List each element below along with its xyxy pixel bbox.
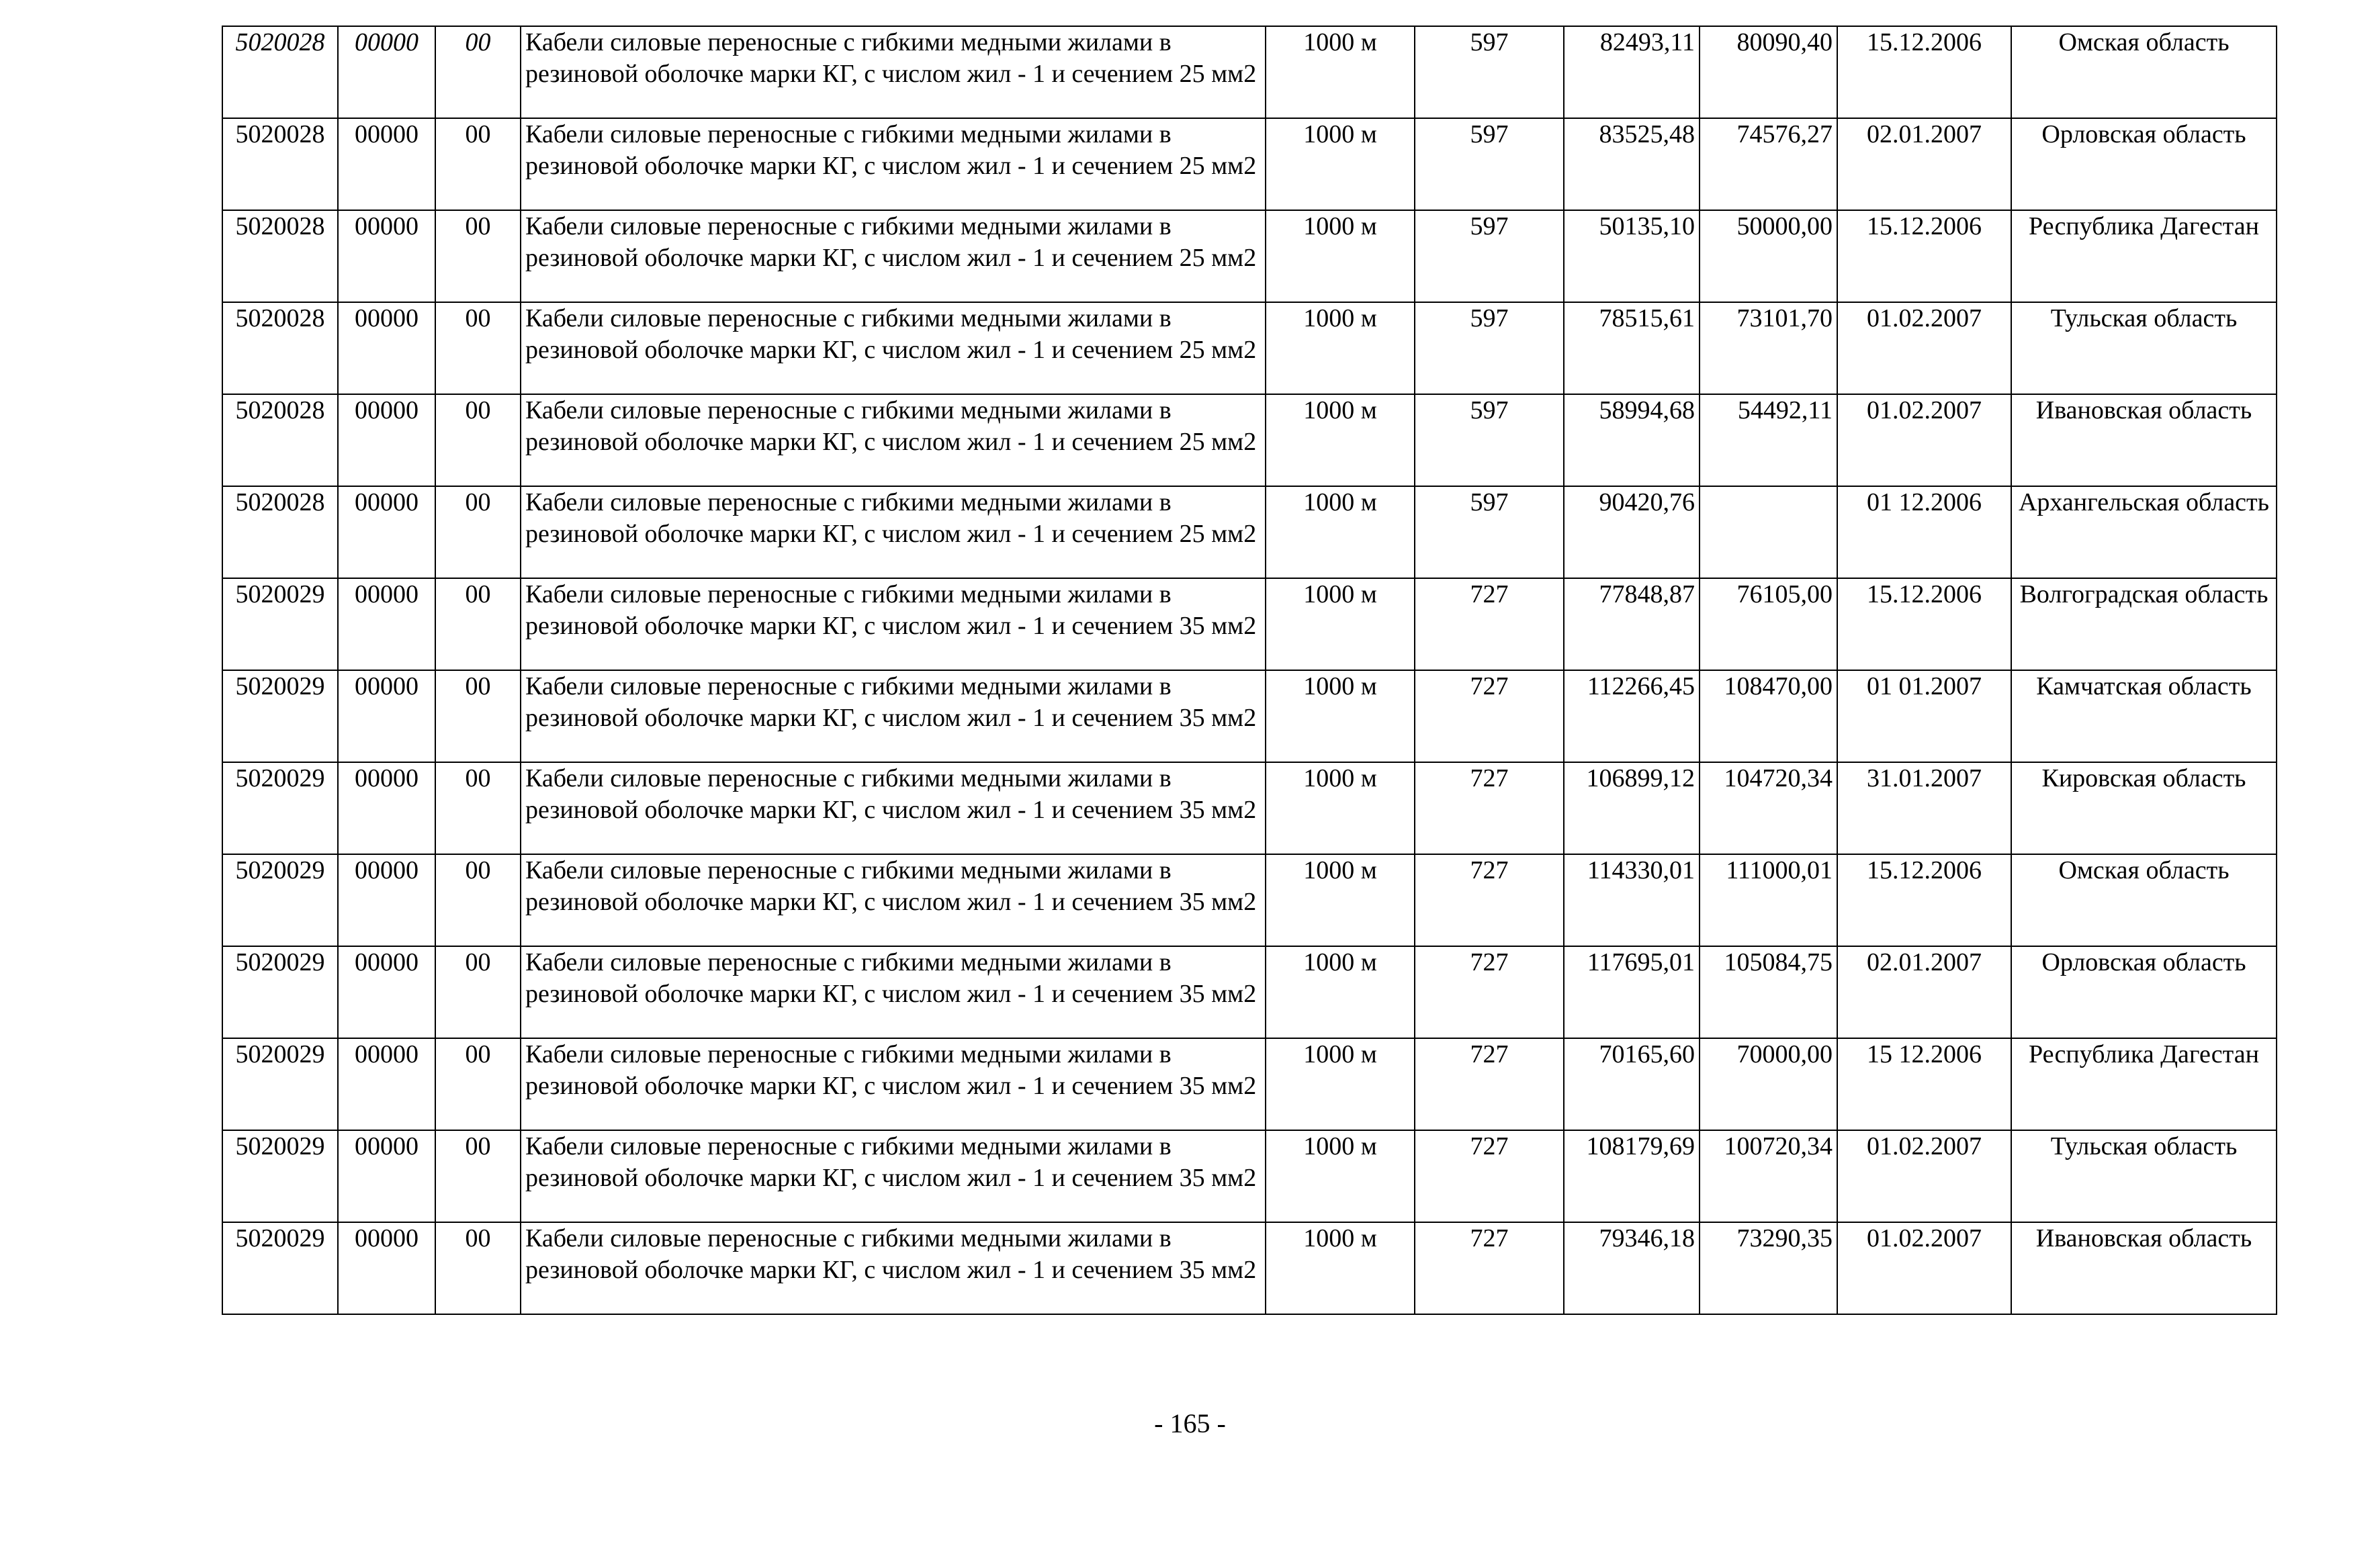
cell-price-with-vat: 108179,69 (1564, 1130, 1700, 1222)
cell-date: 15.12.2006 (1837, 26, 2011, 118)
cell-unit: 1000 м (1266, 26, 1415, 118)
page-number: - 165 - (1154, 1408, 1226, 1438)
cell-okei-code: 727 (1415, 1130, 1564, 1222)
cell-region: Республика Дагестан (2011, 210, 2277, 302)
cell-region: Тульская область (2011, 302, 2277, 394)
cell-price-with-vat: 70165,60 (1564, 1038, 1700, 1130)
cell-extension: 00 (435, 210, 521, 302)
cell-unit: 1000 м (1266, 210, 1415, 302)
cell-product-name: Кабели силовые переносные с гибкими медными жилами в резиновой оболочке марки КГ, с числом жил - 1 и сечением 35 мм2 (521, 946, 1266, 1038)
cell-product-name: Кабели силовые переносные с гибкими медными жилами в резиновой оболочке марки КГ, с числом жил - 1 и сечением 25 мм2 (521, 302, 1266, 394)
cell-price-with-vat: 78515,61 (1564, 302, 1700, 394)
cell-subcode: 00000 (338, 670, 435, 762)
cell-extension: 00 (435, 118, 521, 210)
cell-date: 02.01.2007 (1837, 946, 2011, 1038)
cell-region: Архангельская область (2011, 486, 2277, 578)
cell-subcode: 00000 (338, 26, 435, 118)
cell-region: Ивановская область (2011, 1222, 2277, 1314)
cell-unit: 1000 м (1266, 854, 1415, 946)
cell-okei-code: 727 (1415, 1222, 1564, 1314)
cell-date: 31.01.2007 (1837, 762, 2011, 854)
table-body (222, 26, 2277, 1314)
cell-price-with-vat: 112266,45 (1564, 670, 1700, 762)
cell-extension: 00 (435, 1038, 521, 1130)
cell-unit: 1000 м (1266, 1222, 1415, 1314)
table-row (222, 118, 2277, 210)
cell-okei-code: 597 (1415, 26, 1564, 118)
cell-date: 02.01.2007 (1837, 118, 2011, 210)
cell-code: 5020029 (222, 854, 338, 946)
table-row (222, 26, 2277, 118)
table-row (222, 1038, 2277, 1130)
cell-region: Омская область (2011, 26, 2277, 118)
cell-product-name: Кабели силовые переносные с гибкими медными жилами в резиновой оболочке марки КГ, с числом жил - 1 и сечением 35 мм2 (521, 1222, 1266, 1314)
cell-extension: 00 (435, 302, 521, 394)
cell-price-without-vat: 100720,34 (1700, 1130, 1837, 1222)
cell-date: 01.02.2007 (1837, 302, 2011, 394)
cell-price-without-vat: 74576,27 (1700, 118, 1837, 210)
cell-subcode: 00000 (338, 762, 435, 854)
cell-product-name: Кабели силовые переносные с гибкими медными жилами в резиновой оболочке марки КГ, с числом жил - 1 и сечением 25 мм2 (521, 486, 1266, 578)
cell-date: 15.12.2006 (1837, 210, 2011, 302)
cell-date: 01 01.2007 (1837, 670, 2011, 762)
cell-price-without-vat: 50000,00 (1700, 210, 1837, 302)
cell-code: 5020028 (222, 302, 338, 394)
cell-code: 5020029 (222, 1130, 338, 1222)
cell-unit: 1000 м (1266, 1038, 1415, 1130)
cell-price-without-vat (1700, 486, 1837, 578)
price-table (222, 26, 2277, 1315)
cell-date: 15.12.2006 (1837, 854, 2011, 946)
cell-subcode: 00000 (338, 1130, 435, 1222)
cell-price-with-vat: 79346,18 (1564, 1222, 1700, 1314)
cell-code: 5020029 (222, 762, 338, 854)
cell-code: 5020029 (222, 946, 338, 1038)
cell-extension: 00 (435, 26, 521, 118)
cell-okei-code: 727 (1415, 946, 1564, 1038)
cell-region: Омская область (2011, 854, 2277, 946)
cell-extension: 00 (435, 854, 521, 946)
cell-unit: 1000 м (1266, 486, 1415, 578)
cell-unit: 1000 м (1266, 118, 1415, 210)
cell-date: 01 12.2006 (1837, 486, 2011, 578)
cell-subcode: 00000 (338, 854, 435, 946)
cell-subcode: 00000 (338, 210, 435, 302)
cell-subcode: 00000 (338, 1038, 435, 1130)
cell-price-with-vat: 114330,01 (1564, 854, 1700, 946)
cell-date: 15 12.2006 (1837, 1038, 2011, 1130)
cell-price-without-vat: 70000,00 (1700, 1038, 1837, 1130)
cell-unit: 1000 м (1266, 762, 1415, 854)
cell-date: 01.02.2007 (1837, 1130, 2011, 1222)
cell-subcode: 00000 (338, 578, 435, 670)
cell-product-name: Кабели силовые переносные с гибкими медными жилами в резиновой оболочке марки КГ, с числом жил - 1 и сечением 25 мм2 (521, 210, 1266, 302)
cell-price-with-vat: 82493,11 (1564, 26, 1700, 118)
cell-unit: 1000 м (1266, 394, 1415, 486)
cell-extension: 00 (435, 762, 521, 854)
cell-okei-code: 727 (1415, 670, 1564, 762)
table-row (222, 394, 2277, 486)
cell-region: Орловская область (2011, 118, 2277, 210)
cell-price-without-vat: 80090,40 (1700, 26, 1837, 118)
cell-code: 5020029 (222, 578, 338, 670)
cell-date: 01.02.2007 (1837, 394, 2011, 486)
table-row (222, 946, 2277, 1038)
cell-subcode: 00000 (338, 946, 435, 1038)
cell-extension: 00 (435, 1130, 521, 1222)
cell-price-without-vat: 111000,01 (1700, 854, 1837, 946)
cell-region: Республика Дагестан (2011, 1038, 2277, 1130)
cell-extension: 00 (435, 670, 521, 762)
table-row (222, 302, 2277, 394)
table-row (222, 670, 2277, 762)
cell-code: 5020029 (222, 1038, 338, 1130)
cell-okei-code: 597 (1415, 394, 1564, 486)
cell-code: 5020028 (222, 486, 338, 578)
cell-extension: 00 (435, 1222, 521, 1314)
cell-product-name: Кабели силовые переносные с гибкими медными жилами в резиновой оболочке марки КГ, с числом жил - 1 и сечением 35 мм2 (521, 670, 1266, 762)
cell-okei-code: 727 (1415, 762, 1564, 854)
table-row (222, 210, 2277, 302)
cell-product-name: Кабели силовые переносные с гибкими медными жилами в резиновой оболочке марки КГ, с числом жил - 1 и сечением 25 мм2 (521, 118, 1266, 210)
cell-price-without-vat: 108470,00 (1700, 670, 1837, 762)
cell-okei-code: 597 (1415, 210, 1564, 302)
cell-unit: 1000 м (1266, 670, 1415, 762)
cell-unit: 1000 м (1266, 578, 1415, 670)
cell-okei-code: 597 (1415, 118, 1564, 210)
cell-region: Кировская область (2011, 762, 2277, 854)
cell-price-without-vat: 54492,11 (1700, 394, 1837, 486)
cell-price-with-vat: 106899,12 (1564, 762, 1700, 854)
cell-product-name: Кабели силовые переносные с гибкими медными жилами в резиновой оболочке марки КГ, с числом жил - 1 и сечением 35 мм2 (521, 854, 1266, 946)
cell-price-without-vat: 105084,75 (1700, 946, 1837, 1038)
cell-subcode: 00000 (338, 302, 435, 394)
cell-date: 15.12.2006 (1837, 578, 2011, 670)
cell-okei-code: 727 (1415, 578, 1564, 670)
cell-unit: 1000 м (1266, 946, 1415, 1038)
cell-extension: 00 (435, 486, 521, 578)
cell-region: Тульская область (2011, 1130, 2277, 1222)
table-row (222, 578, 2277, 670)
cell-region: Орловская область (2011, 946, 2277, 1038)
table-row (222, 1130, 2277, 1222)
cell-product-name: Кабели силовые переносные с гибкими медными жилами в резиновой оболочке марки КГ, с числом жил - 1 и сечением 35 мм2 (521, 1038, 1266, 1130)
cell-price-with-vat: 90420,76 (1564, 486, 1700, 578)
cell-code: 5020028 (222, 394, 338, 486)
cell-okei-code: 727 (1415, 854, 1564, 946)
cell-okei-code: 727 (1415, 1038, 1564, 1130)
cell-region: Ивановская область (2011, 394, 2277, 486)
table-row (222, 1222, 2277, 1314)
cell-unit: 1000 м (1266, 302, 1415, 394)
cell-price-without-vat: 104720,34 (1700, 762, 1837, 854)
cell-subcode: 00000 (338, 118, 435, 210)
cell-price-without-vat: 76105,00 (1700, 578, 1837, 670)
cell-product-name: Кабели силовые переносные с гибкими медными жилами в резиновой оболочке марки КГ, с числом жил - 1 и сечением 35 мм2 (521, 1130, 1266, 1222)
cell-code: 5020028 (222, 26, 338, 118)
cell-product-name: Кабели силовые переносные с гибкими медными жилами в резиновой оболочке марки КГ, с числом жил - 1 и сечением 35 мм2 (521, 578, 1266, 670)
cell-subcode: 00000 (338, 486, 435, 578)
table-row (222, 762, 2277, 854)
table-row (222, 854, 2277, 946)
cell-subcode: 00000 (338, 394, 435, 486)
cell-extension: 00 (435, 946, 521, 1038)
cell-unit: 1000 м (1266, 1130, 1415, 1222)
cell-region: Волгоградская область (2011, 578, 2277, 670)
cell-code: 5020029 (222, 1222, 338, 1314)
cell-price-with-vat: 117695,01 (1564, 946, 1700, 1038)
cell-subcode: 00000 (338, 1222, 435, 1314)
cell-code: 5020028 (222, 118, 338, 210)
cell-price-with-vat: 77848,87 (1564, 578, 1700, 670)
cell-product-name: Кабели силовые переносные с гибкими медными жилами в резиновой оболочке марки КГ, с числом жил - 1 и сечением 25 мм2 (521, 26, 1266, 118)
cell-date: 01.02.2007 (1837, 1222, 2011, 1314)
cell-code: 5020028 (222, 210, 338, 302)
cell-price-without-vat: 73290,35 (1700, 1222, 1837, 1314)
cell-code: 5020029 (222, 670, 338, 762)
cell-okei-code: 597 (1415, 302, 1564, 394)
cell-product-name: Кабели силовые переносные с гибкими медными жилами в резиновой оболочке марки КГ, с числом жил - 1 и сечением 35 мм2 (521, 762, 1266, 854)
cell-price-with-vat: 83525,48 (1564, 118, 1700, 210)
table-row (222, 486, 2277, 578)
cell-product-name: Кабели силовые переносные с гибкими медными жилами в резиновой оболочке марки КГ, с числом жил - 1 и сечением 25 мм2 (521, 394, 1266, 486)
cell-region: Камчатская область (2011, 670, 2277, 762)
cell-extension: 00 (435, 394, 521, 486)
cell-price-with-vat: 58994,68 (1564, 394, 1700, 486)
cell-price-with-vat: 50135,10 (1564, 210, 1700, 302)
cell-okei-code: 597 (1415, 486, 1564, 578)
cell-extension: 00 (435, 578, 521, 670)
cell-price-without-vat: 73101,70 (1700, 302, 1837, 394)
